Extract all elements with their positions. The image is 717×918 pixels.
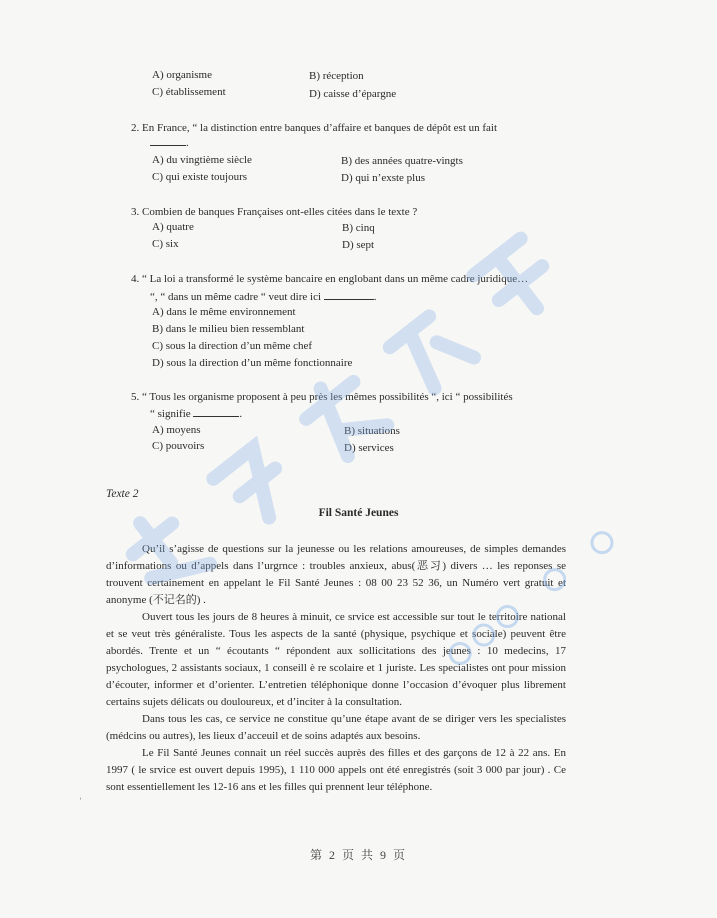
q2-option-a: A) du vingtième siècle: [152, 154, 252, 166]
q3-option-b: B) cinq: [342, 222, 375, 234]
q1-option-b: B) réception: [309, 70, 364, 82]
section-label: Texte 2: [106, 488, 139, 500]
q2-option-d: D) qui n’exste plus: [341, 172, 426, 184]
passage-paragraph-4: Le Fil Santé Jeunes connait un réel succès auprès des filles et des garçons de 12 à 22 ans. En 1997 ( le srvice est ouvert depuis 1995), 1 110 000 appels ont été enregistrés (soit 3 000 par jour) . Ce sont essentiellement les 12-16 ans et les filles qui prennent leur téléphone.: [106, 747, 566, 793]
margin-mark: ˒: [79, 792, 82, 802]
q1-option-d: D) caisse d’épargne: [309, 88, 397, 100]
q1-option-c: C) établissement: [152, 86, 226, 98]
q4-option-d: D) sous la direction d’un même fonctionnaire: [152, 357, 353, 369]
q5-stem-line2: “ signifie .: [150, 408, 243, 420]
q2-option-c: C) qui existe toujours: [152, 171, 248, 183]
q4-stem-line2: “, “ dans un même cadre “ veut dire ici .: [150, 291, 377, 303]
q3-option-c: C) six: [152, 238, 179, 250]
q3-stem: 3. Combien de banques Françaises ont-elles citées dans le texte ?: [131, 206, 418, 218]
q4-stem-line1: 4. “ La loi a transformé le système bancaire en englobant dans un même cadre juridique…: [131, 273, 529, 285]
q2-blank: .: [150, 135, 189, 150]
passage-paragraph-3: Dans tous les cas, ce service ne constitue qu’une étape avant de se diriger vers les specialistes (médcins ou autres), les lieux d’acceuil et de soins adaptés aux besoins.: [106, 713, 566, 742]
passage-body: [106, 541, 566, 796]
q5-stem-line1: 5. “ Tous les organisme proposent à peu près les mêmes possibilités “, ici “ possibilités: [131, 391, 513, 403]
q5-option-c: C) pouvoirs: [152, 440, 205, 452]
q2-option-b: B) des années quatre-vingts: [341, 155, 463, 167]
q5-option-b: B) situations: [344, 425, 400, 437]
q3-option-d: D) sept: [342, 239, 375, 251]
passage-paragraph-2: Ouvert tous les jours de 8 heures à minuit, ce srvice est accessible sur tout le territoire national et se veut très généraliste. Tous les aspects de la santé (physique, psychique et sociale) peuvent être abordés. Trente et un “ écoutants “ répondent aux sollicitations des jeunes : 10 medecins, 17 psychologues, 2 assistants sociaux, 1 conseill è re scolaire et 1 juriste. Les specialistes ont pour mission d’écouter, informer et d’orienter. L’entretien téléphonique donne l’occasion d’évoquer plus librement certains sujets délicats ou douloureux, et d’inciter à la consultation.: [106, 611, 566, 708]
q4-option-c: C) sous la direction d’un même chef: [152, 340, 313, 352]
q1-option-a: A) organisme: [152, 69, 212, 81]
q5-option-d: D) services: [344, 442, 394, 454]
passage-paragraph-1: Qu’il s’agisse de questions sur la jeunesse ou les relations amoureuses, de simples demandes d’informations ou d’appels dans l’urgrnce : troubles anxieux, abus(恶习) divers … les reponses se trouvent certainement en appelant le Fil Santé Jeunes : 08 00 23 52 36, un Numéro vert gratuit et anonyme (不记名的) .: [106, 543, 566, 606]
q2-stem: 2. En France, “ la distinction entre banques d’affaire et banques de dépôt est un fait: [131, 122, 498, 134]
q4-option-a: A) dans le même environnement: [152, 306, 296, 318]
passage-title: Fil Santé Jeunes: [318, 507, 399, 519]
q5-option-a: A) moyens: [152, 424, 201, 436]
page-number: 第 2 页 共 9 页: [309, 848, 407, 862]
q3-option-a: A) quatre: [152, 221, 194, 233]
q4-option-b: B) dans le milieu bien ressemblant: [152, 323, 305, 335]
